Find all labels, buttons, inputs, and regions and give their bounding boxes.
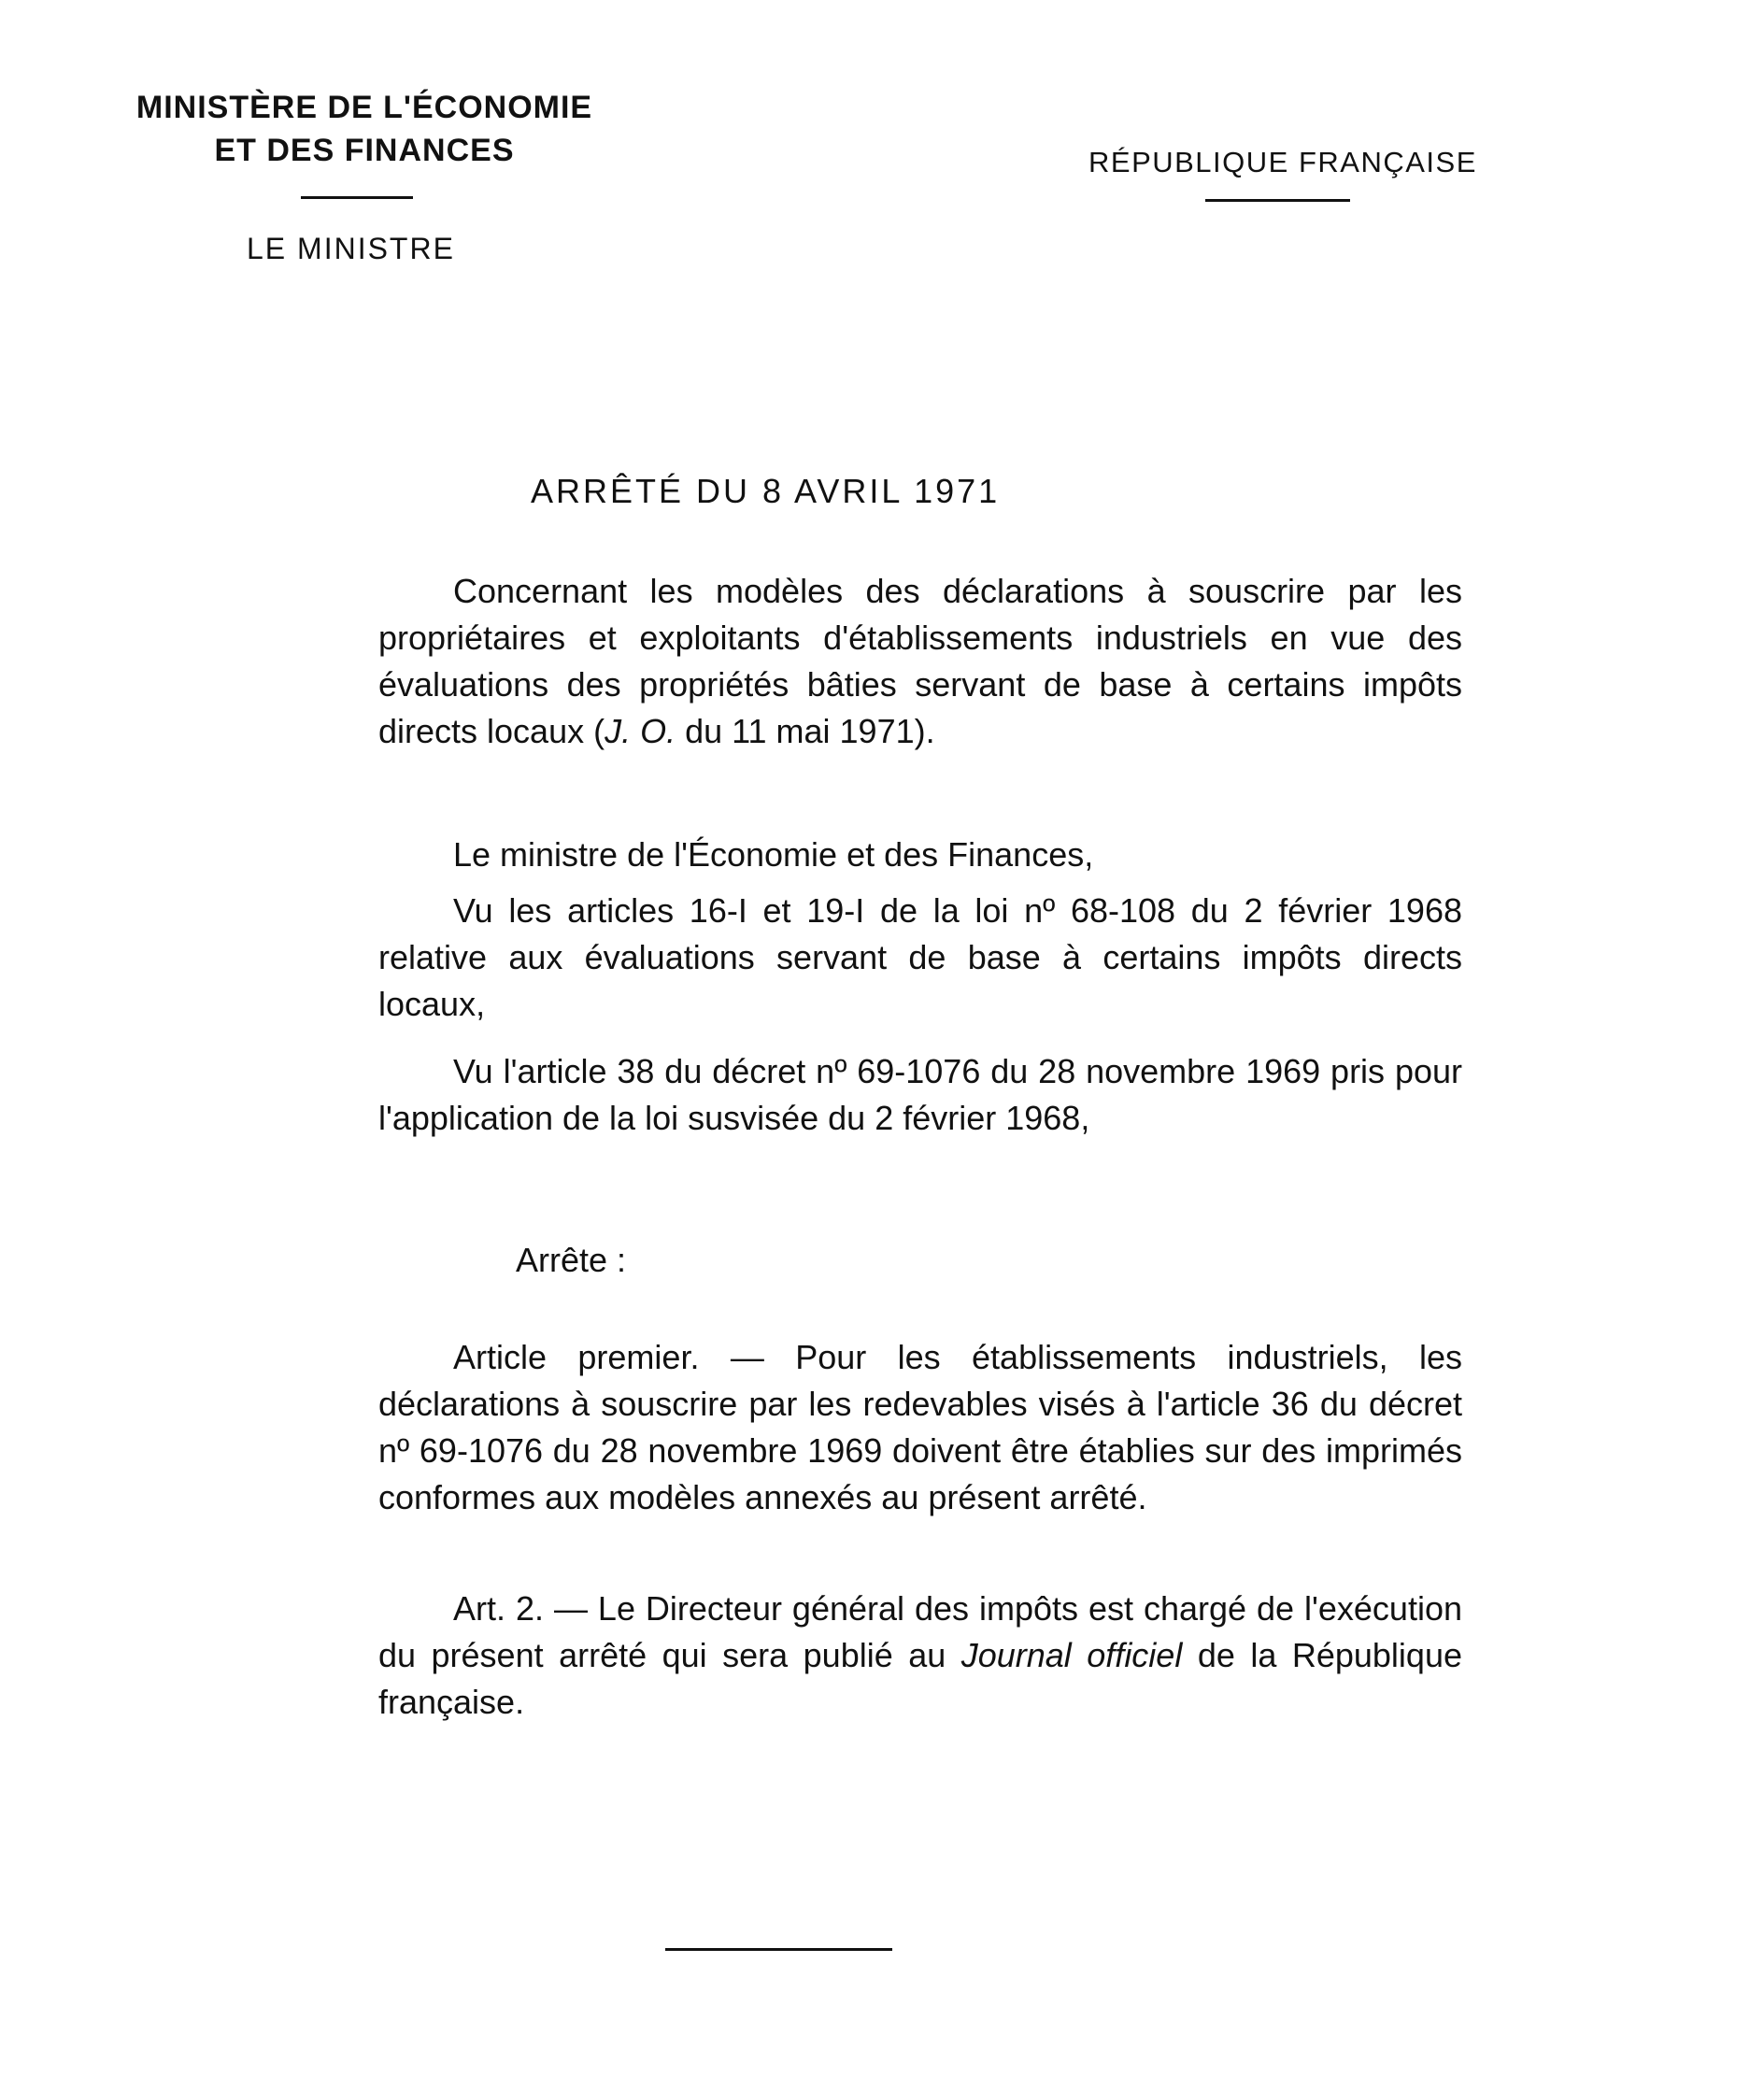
closing-divider (665, 1948, 892, 1951)
summary-jo-reference: J. O. (605, 712, 676, 750)
article-2 (378, 1586, 1462, 1726)
article-2-text-after: de la République française. (378, 1636, 1462, 1721)
legal-basis-law: Vu les articles 16-I et 19-I de la loi nº 68-108 du 2 février 1968 relative aux évaluations servant de base à certains impôts directs locaux, (378, 891, 1462, 1023)
ministry-heading (103, 86, 626, 172)
article-1: Article premier. — Pour les établissements industriels, les déclarations à souscrire par les redevables visés à l'article 36 du décret nº 69-1076 du 28 novembre 1969 doivent être établies sur des imprimés conformes aux modèles annexés au présent arrêté. (378, 1338, 1462, 1516)
minister-label: LE MINISTRE (247, 232, 455, 265)
article-2-journal-reference: Journal officiel (960, 1636, 1183, 1674)
decree-summary (378, 568, 1462, 755)
article-2-text-before: Art. 2. — Le Directeur général des impôts est chargé de l'exécution du présent arrêté qui sera publié au (378, 1589, 1462, 1674)
decree-title: ARRÊTÉ DU 8 AVRIL 1971 (531, 472, 1001, 510)
minister-intro: Le ministre de l'Économie et des Finances, (453, 835, 1094, 874)
republic-heading: RÉPUBLIQUE FRANÇAISE (1088, 146, 1477, 178)
arrete-label: Arrête : (516, 1241, 627, 1279)
republic-divider (1205, 199, 1350, 202)
ministry-heading-line1: MINISTÈRE DE L'ÉCONOMIE (135, 90, 593, 125)
ministry-heading-line2: ET DES FINANCES (214, 133, 515, 168)
legal-basis-decree: Vu l'article 38 du décret nº 69-1076 du 28 novembre 1969 pris pour l'application de la loi susvisée du 2 février 1968, (378, 1052, 1462, 1137)
summary-text-after: du 11 mai 1971). (676, 712, 935, 750)
ministry-divider (301, 196, 413, 199)
summary-text-before: Concernant les modèles des déclarations à souscrire par les propriétaires et exploitants d'établissements industriels en vue des évaluations des propriétés bâties servant de base à certains impôts directs locaux ( (378, 572, 1462, 750)
